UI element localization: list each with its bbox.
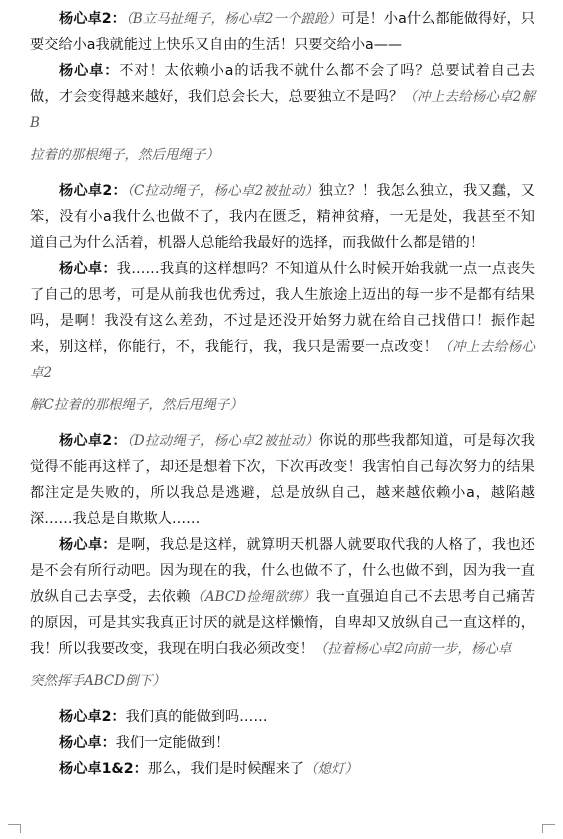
speaker-name: 杨心卓2： — [59, 709, 126, 725]
script-page — [30, 6, 535, 782]
stage-direction-continued: 突然挥手ABCD倒下） — [30, 673, 166, 689]
stage-direction: （拉着杨心卓2向前一步，杨心卓 — [313, 641, 512, 657]
dialogue-text: 我们一定能做到！ — [115, 735, 230, 751]
stage-direction: （冲上去给杨心卓2 — [30, 339, 535, 381]
speaker-name: 杨心卓： — [59, 63, 120, 79]
speaker-name: 杨心卓2： — [59, 11, 126, 27]
dialogue-paragraph — [30, 730, 535, 756]
speaker-name: 杨心卓1&2： — [59, 761, 148, 777]
stage-direction: （C拉动绳子，杨心卓2被扯动） — [126, 183, 319, 199]
speaker-name: 杨心卓： — [59, 537, 117, 553]
dialogue-paragraph — [30, 58, 535, 136]
speaker-name: 杨心卓： — [59, 735, 116, 751]
dialogue-text: 可是！小a什么都能做得好，只要交给小a我就能过上快乐又自由的生活！只要交给小a—— — [30, 11, 535, 53]
page-corner-mark — [8, 824, 21, 833]
dialogue-text: 我……我真的这样想吗？不知道从什么时候开始我就一点一点丧失了自己的思考，可是从前我也优秀过，我人生旅途上迈出的每一步不是都有结果吗，是啊！我没有这么差劲，不过是还没开始努力就在给自己找借口！振作起来，别这样，你能行，不，我能行，我，我只是需要一点改变！ — [30, 261, 535, 355]
dialogue-text: 我们真的能做到吗…… — [125, 709, 268, 725]
speaker-name: 杨心卓2： — [59, 433, 127, 449]
dialogue-text: 那么，我们是时候醒来了 — [147, 761, 304, 777]
speaker-name: 杨心卓： — [59, 261, 117, 277]
stage-direction: （D拉动绳子，杨心卓2被扯动） — [126, 433, 319, 449]
dialogue-paragraph — [30, 704, 535, 730]
page-corner-mark — [542, 824, 555, 833]
stage-direction: （熄灯） — [303, 761, 358, 777]
dialogue-text: 你说的那些我都知道，可是每次我觉得不能再这样了，却还是想着下次，下次再改变！我害怕自己每次努力的结果都注定是失败的，所以我总是逃避，总是放纵自己，越来越依赖小a，越陷越深……我总是自欺欺人…… — [30, 433, 535, 527]
dialogue-text: 我一直强迫自己不去思考自己痛苦的原因，可是其实我真正讨厌的就是这样懒惰，自卑却又放纵自己一直这样的，我！所以我要改变，我现在明白我必须改变！ — [30, 589, 535, 657]
dialogue-paragraph — [30, 532, 535, 662]
dialogue-paragraph — [30, 756, 535, 782]
stage-direction-inline: （ABCD捡绳欲绑） — [190, 589, 317, 605]
dialogue-paragraph — [30, 256, 535, 386]
dialogue-paragraph — [30, 6, 535, 58]
speaker-name: 杨心卓2： — [59, 183, 127, 199]
stage-direction: （B立马扯绳子，杨心卓2一个踉跄） — [125, 11, 342, 27]
dialogue-text: 独立？！我怎么独立，我又蠢，又笨，没有小a我什么也做不了，我内在匮乏，精神贫瘠，一无是处，我甚至不知道自己为什么活着，机器人总能给我最好的选择，而我做什么都是错的！ — [30, 183, 535, 251]
stage-direction: （冲上去给杨心卓2解B — [30, 89, 535, 131]
stage-direction-continued: 解C拉着的那根绳子，然后甩绳子） — [30, 397, 243, 413]
stage-direction-continued: 拉着的那根绳子，然后甩绳子） — [30, 147, 219, 163]
dialogue-text: 不对！太依赖小a的话我不就什么都不会了吗？总要试着自己去做，才会变得越来越好，我们总会长大，总要独立不是吗？ — [30, 63, 535, 105]
dialogue-paragraph — [30, 428, 535, 532]
dialogue-paragraph — [30, 178, 535, 256]
dialogue-text: 是啊，我总是这样，就算明天机器人就要取代我的人格了，我也还是不会有所行动吧。因为现在的我，什么也做不了，什么也做不到，因为我一直放纵自己去享受，去依赖 — [30, 537, 535, 605]
